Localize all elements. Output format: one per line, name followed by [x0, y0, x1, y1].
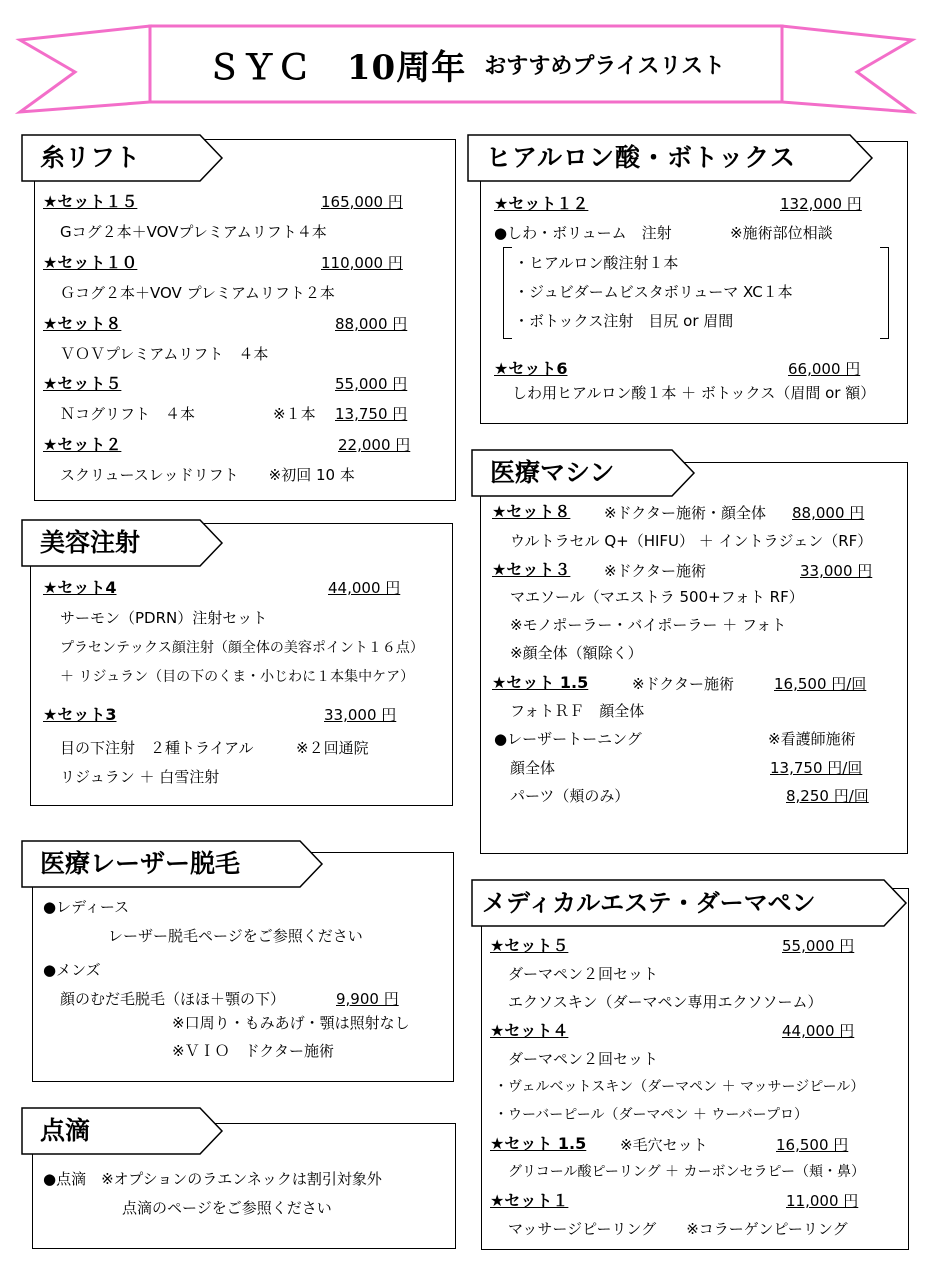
hyal-bullet-2: ・ジュビダームビスタボリューマ XC１本 [514, 283, 793, 301]
injection-set4-line1: サーモン（PDRN）注射セット [60, 609, 268, 627]
title-main: ＳＹＣ 10周年 [206, 47, 467, 88]
hyal-bracket-left [503, 247, 512, 339]
machine-set15-note: ※ドクター施術 [632, 675, 734, 693]
injection-set3-name: ★セット3 [43, 705, 117, 724]
thread-set5-name: ★セット５ [43, 374, 122, 393]
thread-set8-desc: ＶＯＶプレミアムリフト ４本 [60, 345, 269, 363]
thread-set10-name: ★セット１０ [43, 253, 138, 272]
hyal-wrinkle: ●しわ・ボリューム 注射 [494, 224, 672, 242]
hyal-bullet-3: ・ボトックス注射 目尻 or 眉間 [514, 312, 734, 330]
hyal-bracket-right [880, 247, 889, 339]
laser-mens-price: 9,900 円 [336, 990, 399, 1008]
drip-heading: 点滴 [22, 1108, 222, 1154]
machine-set3-line1: マエソール（マエストラ 500+フォト RF） [510, 588, 804, 606]
injection-set4-line2: プラセンテックス顔注射（顔全体の美容ポイント１６点） [60, 640, 424, 656]
laser-note2: ※ＶＩＯ ドクター施術 [172, 1042, 334, 1060]
machine-set3-line3: ※顔全体（額除く） [510, 644, 643, 662]
laser-note1: ※口周り・もみあげ・顎は照射なし [172, 1014, 410, 1032]
esthe-set1-price: 11,000 円 [786, 1192, 859, 1210]
esthe-set5-line2: エクソスキン（ダーマペン専用エクソソーム） [508, 993, 823, 1011]
esthe-set4-line2: ・ヴェルベットスキン（ダーマペン ＋ マッサージピール） [494, 1079, 865, 1095]
thread-set5-note: ※１本 [273, 405, 316, 423]
thread-set15-price: 165,000 円 [321, 193, 403, 211]
laser-hair-heading: 医療レーザー脱毛 [22, 841, 322, 887]
thread-set5-note-price: 13,750 円 [335, 405, 408, 423]
hyal-set12-name: ★セット１２ [494, 194, 589, 213]
thread-set2-desc: スクリュースレッドリフト ※初回 10 本 [60, 466, 355, 484]
laser-ladies-text: レーザー脱毛ページをご参照ください [108, 927, 363, 945]
machine-set3-price: 33,000 円 [800, 562, 873, 580]
drip-line2: 点滴のページをご参照ください [122, 1199, 332, 1217]
machine-parts-price: 8,250 円/回 [786, 787, 869, 805]
thread-set8-price: 88,000 円 [335, 315, 408, 333]
esthe-set15-name: ★セット 1.5 [490, 1134, 587, 1153]
thread-set10-desc: Ｇコグ２本＋VOV プレミアムリフト２本 [60, 284, 335, 302]
title-sub: おすすめプライスリスト [484, 52, 726, 79]
injection-set4-price: 44,000 円 [328, 579, 401, 597]
injection-set4-line3: ＋ リジュラン（目の下のくま・小じわに１本集中ケア） [60, 669, 415, 685]
machine-set3-note: ※ドクター施術 [604, 562, 706, 580]
machine-face-price: 13,750 円/回 [770, 759, 863, 777]
hyal-bullet-1: ・ヒアルロン酸注射１本 [514, 254, 679, 272]
hyal-set6-desc: しわ用ヒアルロン酸１本 ＋ ボトックス（眉間 or 額） [512, 384, 876, 402]
machine-set3-name: ★セット３ [492, 560, 571, 579]
injection-set3-line1: 目の下注射 ２種トライアル [60, 739, 254, 757]
machine-set8-note: ※ドクター施術・顔全体 [604, 504, 766, 522]
injection-set3-line2: リジュラン ＋ 白雪注射 [60, 768, 220, 786]
thread-set5-desc: Ｎコグリフト ４本 [60, 405, 196, 423]
machine-parts: パーツ（頬のみ） [510, 787, 630, 805]
drip-line1: ●点滴 ※オプションのラエンネックは割引対象外 [43, 1170, 382, 1188]
medical-machine-heading: 医療マシン [472, 450, 694, 496]
machine-set8-name: ★セット８ [492, 502, 571, 521]
thread-set10-price: 110,000 円 [321, 254, 403, 272]
machine-set8-desc: ウルトラセル Q+（HIFU） ＋ イントラジェン（RF） [510, 532, 873, 550]
esthe-set1-desc: マッサージピーリング ※コラーゲンピーリング [508, 1220, 848, 1238]
page-title [150, 26, 782, 102]
machine-set8-price: 88,000 円 [792, 504, 865, 522]
thread-set8-name: ★セット８ [43, 314, 122, 333]
esthe-set15-price: 16,500 円 [776, 1136, 849, 1154]
esthe-set4-name: ★セット４ [490, 1021, 569, 1040]
hyal-set6-price: 66,000 円 [788, 360, 861, 378]
thread-set2-price: 22,000 円 [338, 436, 411, 454]
machine-set15-desc: フォトＲＦ 顔全体 [510, 702, 645, 720]
thread-set15-name: ★セット１５ [43, 192, 138, 211]
machine-set15-name: ★セット 1.5 [492, 673, 589, 692]
esthe-set5-line1: ダーマペン２回セット [508, 965, 659, 983]
laser-mens: ●メンズ [43, 961, 101, 979]
hyal-set12-price: 132,000 円 [780, 195, 862, 213]
esthe-set15-desc: グリコール酸ピーリング ＋ カーボンセラピー（頬・鼻） [508, 1164, 865, 1180]
esthe-set15-note: ※毛穴セット [620, 1136, 708, 1154]
esthe-set4-line1: ダーマペン２回セット [508, 1050, 659, 1068]
esthe-set4-line3: ・ウーバーピール（ダーマペン ＋ ウーバープロ） [494, 1107, 808, 1123]
hyal-set6-name: ★セット6 [494, 359, 568, 378]
machine-set3-line2: ※モノポーラー・バイポーラー ＋ フォト [510, 616, 787, 634]
thread-set2-name: ★セット２ [43, 435, 122, 454]
esthe-set5-price: 55,000 円 [782, 937, 855, 955]
injection-set3-price: 33,000 円 [324, 706, 397, 724]
hyal-wrinkle-note: ※施術部位相談 [730, 224, 833, 242]
thread-lift-heading: 糸リフト [22, 135, 222, 181]
beauty-injection-heading: 美容注射 [22, 520, 222, 566]
thread-set15-desc: Gコグ２本＋VOVプレミアムリフト４本 [60, 223, 327, 241]
laser-ladies: ●レディース [43, 898, 130, 916]
injection-set3-note: ※２回通院 [296, 739, 369, 757]
injection-set4-name: ★セット4 [43, 578, 117, 597]
laser-mens-item: 顔のむだ毛脱毛（ほほ＋顎の下） [60, 990, 286, 1008]
machine-face: 顔全体 [510, 759, 556, 777]
machine-toning: ●レーザートーニング [494, 730, 642, 748]
esthe-set1-name: ★セット１ [490, 1191, 569, 1210]
thread-set5-price: 55,000 円 [335, 375, 408, 393]
hyaluronic-heading: ヒアルロン酸・ボトックス [468, 135, 872, 181]
esthe-set5-name: ★セット５ [490, 936, 569, 955]
medical-esthe-heading: メディカルエステ・ダーマペン [472, 880, 906, 926]
esthe-set4-price: 44,000 円 [782, 1022, 855, 1040]
machine-toning-note: ※看護師施術 [768, 730, 856, 748]
machine-set15-price: 16,500 円/回 [774, 675, 867, 693]
